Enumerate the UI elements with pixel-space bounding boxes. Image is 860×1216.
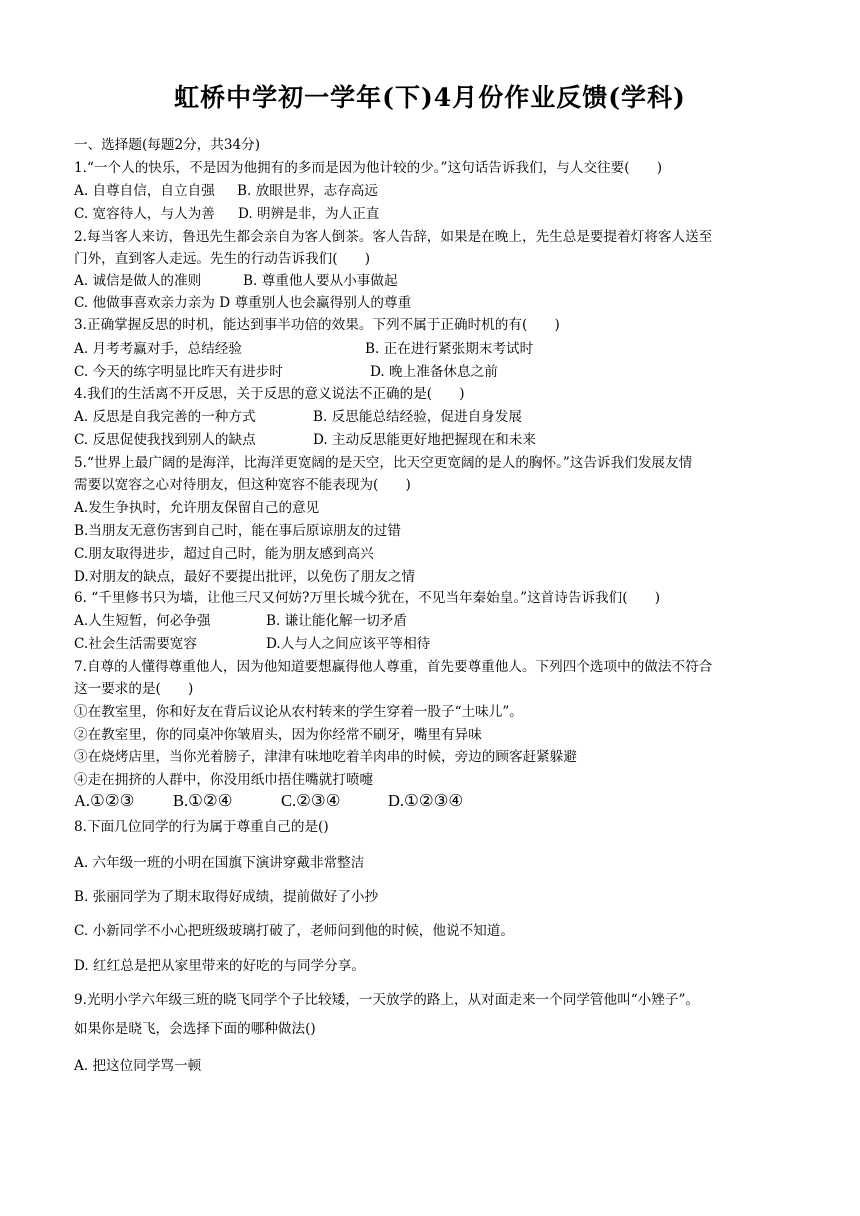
question-7-option-d: D.①②③④ xyxy=(388,791,464,810)
question-8-option-a: A. 六年级一班的小明在国旗下演讲穿戴非常整洁 xyxy=(74,855,365,871)
page-title: 虹桥中学初一学年(下)4月份作业反馈(学科) xyxy=(174,83,686,112)
question-6-stem: 6. “千里修书只为墙，让他三尺又何妨?万里长城今犹在，不见当年秦始皇。”这首诗告诉我们( ) xyxy=(74,590,661,606)
question-7-statement-1: ①在教室里，你和好友在背后议论从农村转来的学生穿着一股子“土味儿”。 xyxy=(74,704,523,720)
question-6-option-b: B. 谦让能化解一切矛盾 xyxy=(266,613,407,629)
question-9-stem-line-2: 如果你是晓飞，会选择下面的哪种做法() xyxy=(74,1021,316,1037)
question-3-option-d: D. 晚上准备休息之前 xyxy=(370,364,498,380)
question-1-stem: 1.“一个人的快乐，不是因为他拥有的多而是因为他计较的少。”这句话告诉我们，与人交往要( ) xyxy=(74,160,663,176)
question-4-option-a: A. 反思是自我完善的一种方式 xyxy=(74,409,256,425)
question-5-option-d: D.对朋友的缺点，最好不要提出批评，以免伤了朋友之情 xyxy=(74,569,415,585)
question-1-option-b: B. 放眼世界，志存高远 xyxy=(237,183,378,199)
question-2-option-a: A. 诚信是做人的准则 xyxy=(74,273,202,289)
question-8-option-c: C. 小新同学不小心把班级玻璃打破了，老师问到他的时候，他说不知道。 xyxy=(74,923,514,939)
question-2-stem-line-1: 2.每当客人来访，鲁迅先生都会亲自为客人倒茶。客人告辞，如果是在晚上，先生总是要提着灯将客人送至 xyxy=(74,229,713,245)
question-1-option-c: C. 宽容待人，与人为善 xyxy=(74,206,215,222)
question-3-option-a: A. 月考考赢对手，总结经验 xyxy=(74,341,242,357)
question-1-option-a: A. 自尊自信，自立自强 xyxy=(74,183,215,199)
question-4-option-c: C. 反思促使我找到别人的缺点 xyxy=(74,432,256,448)
question-5-stem-line-2: 需要以宽容之心对待朋友，但这种宽容不能表现为( ) xyxy=(74,477,411,493)
question-4-option-d: D. 主动反思能更好地把握现在和未来 xyxy=(313,432,536,448)
question-3-stem: 3.正确掌握反思的时机，能达到事半功倍的效果。下列不属于正确时机的有( ) xyxy=(74,317,560,333)
question-6-option-c: C.社会生活需要宽容 xyxy=(74,636,197,652)
question-7-option-a: A.①②③ xyxy=(74,791,135,810)
question-9-option-a: A. 把这位同学骂一顿 xyxy=(74,1058,202,1074)
question-7-stem-line-2: 这一要求的是( ) xyxy=(74,681,194,697)
question-7-statement-2: ②在教室里，你的同桌冲你皱眉头，因为你经常不刷牙，嘴里有异味 xyxy=(74,727,482,743)
question-8-stem: 8.下面几位同学的行为属于尊重自己的是() xyxy=(74,819,329,835)
question-2-option-b: B. 尊重他人要从小事做起 xyxy=(243,273,398,289)
question-8-option-d: D. 红红总是把从家里带来的好吃的与同学分享。 xyxy=(74,958,365,974)
question-5-option-b: B.当朋友无意伤害到自己时，能在事后原谅朋友的过错 xyxy=(74,523,401,539)
question-2-option-cd: C. 他做事喜欢亲力亲为 D 尊重别人也会赢得别人的尊重 xyxy=(74,295,412,311)
question-8-option-b: B. 张丽同学为了期末取得好成绩，提前做好了小抄 xyxy=(74,889,379,905)
question-6-option-d: D.人与人之间应该平等相待 xyxy=(266,636,431,652)
question-7-statement-4: ④走在拥挤的人群中，你没用纸巾捂住嘴就打喷嚏 xyxy=(74,772,374,788)
question-1-option-d: D. 明辨是非，为人正直 xyxy=(238,206,380,222)
question-7-option-b: B.①②④ xyxy=(173,791,233,810)
question-9-stem-line-1: 9.光明小学六年级三班的晓飞同学个子比较矮，一天放学的路上，从对面走来一个同学管他叫“小矬子”。 xyxy=(74,992,699,1008)
question-7-statement-3: ③在烧烤店里，当你光着膀子，津津有味地吃着羊肉串的时候，旁边的顾客赶紧躲避 xyxy=(74,749,577,765)
question-5-option-a: A.发生争执时，允许朋友保留自己的意见 xyxy=(74,500,320,516)
question-4-stem: 4.我们的生活离不开反思，关于反思的意义说法不正确的是( ) xyxy=(74,386,465,402)
question-3-option-b: B. 正在进行紧张期末考试时 xyxy=(365,341,534,357)
question-5-stem-line-1: 5.“世界上最广阔的是海洋，比海洋更宽阔的是天空，比天空更宽阔的是人的胸怀。”这告诉我们发展友情 xyxy=(74,455,693,471)
question-3-option-c: C. 今天的练字明显比昨天有进步时 xyxy=(74,364,283,380)
section-heading: 一、选择题(每题2分，共34分) xyxy=(74,137,261,153)
question-4-option-b: B. 反思能总结经验，促进自身发展 xyxy=(313,409,522,425)
question-5-option-c: C.朋友取得进步，超过自己时，能为朋友感到高兴 xyxy=(74,546,374,562)
question-7-stem-line-1: 7.自尊的人懂得尊重他人，因为他知道要想赢得他人尊重，首先要尊重他人。下列四个选项中的做法不符合 xyxy=(74,659,713,675)
question-2-stem-line-2: 门外，直到客人走远。先生的行动告诉我们( ) xyxy=(74,251,371,267)
question-7-option-c: C.②③④ xyxy=(281,791,341,810)
question-6-option-a: A.人生短暂，何必争强 xyxy=(74,613,211,629)
